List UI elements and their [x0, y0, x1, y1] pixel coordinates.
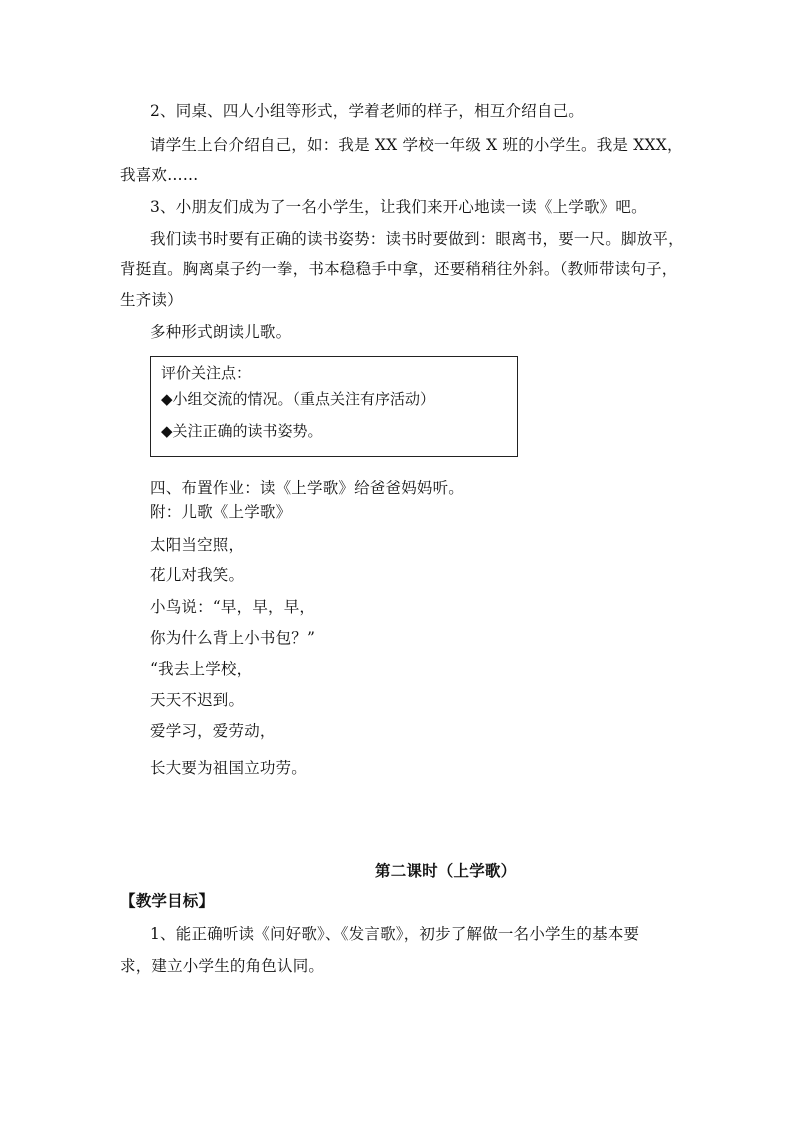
evaluation-item: ◆关注正确的读书姿势。 — [161, 422, 323, 440]
homework-line: 四、布置作业：读《上学歌》给爸爸妈妈听。 — [150, 479, 465, 497]
goals-heading: 【教学目标】 — [120, 892, 215, 910]
paragraph-self-intro-line1: 请学生上台介绍自己，如：我是 XX 学校一年级 X 班的小学生。我是 XXX， — [150, 136, 683, 154]
goal-line1: 1、能正确听读《问好歌》、《发言歌》，初步了解做一名小学生的基本要 — [150, 925, 640, 943]
paragraph-pair-intro: 2、同桌、四人小组等形式，学着老师的样子，相互介绍自己。 — [150, 102, 584, 120]
poem-line: 你为什么背上小书包？” — [150, 629, 316, 647]
appendix-title: 附：儿歌《上学歌》 — [150, 503, 292, 521]
poem-line: 小鸟说：“早，早，早， — [150, 598, 316, 616]
paragraph-posture-line1: 我们读书时要有正确的读书姿势：读书时要做到：眼离书，要一尺。脚放平， — [150, 230, 684, 248]
evaluation-box — [150, 356, 518, 457]
poem-line: 花儿对我笑。 — [150, 566, 245, 584]
goal-line2: 求，建立小学生的角色认同。 — [120, 957, 325, 975]
evaluation-title: 评价关注点： — [161, 364, 252, 382]
poem-line: 长大要为祖国立功劳。 — [150, 759, 308, 777]
poem-line: 爱学习，爱劳动， — [150, 722, 276, 740]
paragraph-self-intro-line2: 我喜欢…… — [120, 166, 199, 184]
poem-line: “我去上学校， — [150, 660, 253, 678]
lesson-title: 第二课时（上学歌） — [375, 862, 517, 880]
paragraph-posture-line3: 生齐读） — [120, 291, 183, 309]
poem-line: 天天不迟到。 — [150, 691, 245, 709]
poem-line: 太阳当空照， — [150, 536, 245, 554]
paragraph-read-forms: 多种形式朗读儿歌。 — [150, 323, 292, 341]
paragraph-posture-line2: 背挺直。胸离桌子约一拳，书本稳稳手中拿，还要稍稍往外斜。（教师带读句子， — [120, 260, 678, 278]
paragraph-read-song: 3、小朋友们成为了一名小学生，让我们来开心地读一读《上学歌》吧。 — [150, 198, 647, 216]
evaluation-item: ◆小组交流的情况。（重点关注有序活动） — [161, 390, 436, 408]
